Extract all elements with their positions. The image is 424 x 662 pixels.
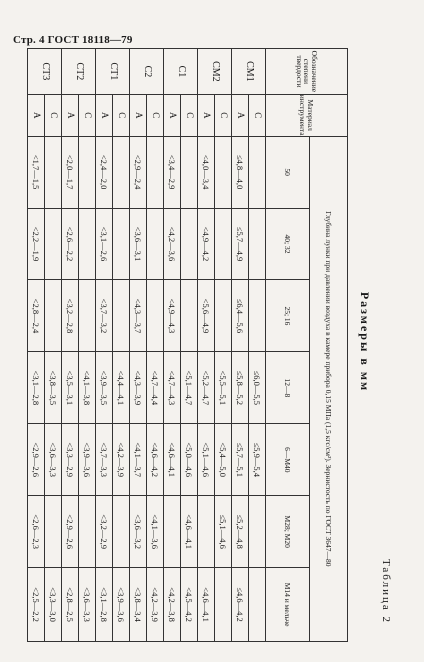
depth-value: <5,4—5,0 xyxy=(215,424,232,496)
depth-value: <5,1—4,6 xyxy=(198,424,215,496)
depth-value: ≤5,1—4,6 xyxy=(215,496,232,568)
depth-value: <2,8—2,4 xyxy=(28,280,45,352)
header-grit-3: 12—8 xyxy=(266,352,310,424)
header-designation: Обозначение степени твердости xyxy=(266,49,348,95)
depth-value: <4,7—4,3 xyxy=(164,352,181,424)
depth-value: <3,6—3,1 xyxy=(130,208,147,280)
depth-value: <4,6—4,2 xyxy=(147,424,164,496)
depth-value xyxy=(147,208,164,280)
depth-value: <4,2—3,9 xyxy=(147,568,164,642)
depth-value: ≤5,7—5,1 xyxy=(232,424,249,496)
table-row xyxy=(215,49,232,642)
depth-value: <2,9—2,6 xyxy=(28,424,45,496)
header-class: Материал инструмента xyxy=(266,94,348,136)
depth-value xyxy=(249,208,266,280)
depth-value xyxy=(215,568,232,642)
depth-value: <4,2—3,6 xyxy=(164,208,181,280)
depth-value xyxy=(249,496,266,568)
table-body xyxy=(28,49,266,642)
depth-value xyxy=(113,136,130,208)
rotated-table-area xyxy=(28,42,392,642)
depth-value xyxy=(79,496,96,568)
depth-value: ≤4,8—4,0 xyxy=(232,136,249,208)
depth-value xyxy=(45,208,62,280)
depth-value: ≤5,8—5,2 xyxy=(232,352,249,424)
depth-value: <4,1—3,8 xyxy=(79,352,96,424)
table-title: Размеры в мм xyxy=(358,291,372,393)
depth-value: ≤4,6—4,2 xyxy=(232,568,249,642)
material-class: А xyxy=(232,94,249,136)
material-class: А xyxy=(198,94,215,136)
material-class: С xyxy=(147,94,164,136)
material-class: А xyxy=(28,94,45,136)
depth-value xyxy=(79,136,96,208)
depth-value: ≤5,9—5,4 xyxy=(249,424,266,496)
depth-value: <4,2—3,8 xyxy=(164,568,181,642)
header-grit-6: М14 и мельче xyxy=(266,568,310,642)
depth-value xyxy=(45,136,62,208)
depth-value: <3,7—3,3 xyxy=(96,424,113,496)
table-row xyxy=(181,49,198,642)
header-grit-2: 25; 16 xyxy=(266,280,310,352)
table-row xyxy=(232,49,249,642)
depth-value: <5,2—4,7 xyxy=(198,352,215,424)
depth-value xyxy=(181,208,198,280)
depth-value: <3,1—2,6 xyxy=(96,208,113,280)
hardness-mark: СТ3 xyxy=(28,49,62,95)
depth-value: <4,1—3,7 xyxy=(130,424,147,496)
depth-value: <4,6—4,1 xyxy=(198,568,215,642)
depth-value xyxy=(181,136,198,208)
depth-value: <4,1—3,6 xyxy=(147,496,164,568)
depth-value xyxy=(249,280,266,352)
material-class: С xyxy=(79,94,96,136)
depth-value: ≤6,0—5,5 xyxy=(249,352,266,424)
depth-value: <2,4—2,0 xyxy=(96,136,113,208)
depth-value: <4,9—4,3 xyxy=(164,280,181,352)
depth-value: <2,6—2,2 xyxy=(62,208,79,280)
hardness-mark: С2 xyxy=(130,49,164,95)
depth-value xyxy=(147,280,164,352)
depth-value: <4,3—3,9 xyxy=(130,352,147,424)
depth-value: ≤5,2—4,8 xyxy=(232,496,249,568)
depth-value xyxy=(215,136,232,208)
depth-value: <3,2—2,8 xyxy=(62,280,79,352)
depth-value: <5,5—5,1 xyxy=(215,352,232,424)
header-grit-5: М28; М20 xyxy=(266,496,310,568)
depth-value: <4,4—4,1 xyxy=(113,352,130,424)
table-row xyxy=(28,49,45,642)
depth-value xyxy=(113,496,130,568)
depth-value: <5,0—4,6 xyxy=(181,424,198,496)
header-grit-1: 40; 32 xyxy=(266,208,310,280)
hardness-mark: СТ2 xyxy=(62,49,96,95)
depth-value: <4,3—3,7 xyxy=(130,280,147,352)
depth-value: <1,7—1,5 xyxy=(28,136,45,208)
material-class: А xyxy=(164,94,181,136)
depth-value xyxy=(113,280,130,352)
depth-value: <3,3—3,0 xyxy=(45,568,62,642)
depth-value xyxy=(113,208,130,280)
depth-value: ≤6,4—5,6 xyxy=(232,280,249,352)
depth-value xyxy=(45,280,62,352)
depth-value: <4,6—4,1 xyxy=(181,496,198,568)
header-depth-group: Глубина лунки при давлении воздуха в камере прибора 0,15 МПа (1,5 кгс/см²). Зернистость по ГОСТ 3647—80 xyxy=(310,136,348,641)
depth-value xyxy=(79,280,96,352)
depth-value: ≤5,7—4,9 xyxy=(232,208,249,280)
depth-value: <3,1—2,8 xyxy=(28,352,45,424)
table-row xyxy=(62,49,79,642)
depth-value xyxy=(79,208,96,280)
material-class: С xyxy=(215,94,232,136)
hardness-table xyxy=(27,48,348,642)
material-class: С xyxy=(181,94,198,136)
depth-value: <2,6—2,3 xyxy=(28,496,45,568)
table-row xyxy=(130,49,147,642)
depth-value: <2,2—1,9 xyxy=(28,208,45,280)
header-grit-4: 6—М40 xyxy=(266,424,310,496)
material-class: С xyxy=(113,94,130,136)
depth-value: <4,0—3,4 xyxy=(198,136,215,208)
material-class: А xyxy=(130,94,147,136)
depth-value: <3,6—3,2 xyxy=(130,496,147,568)
depth-value xyxy=(181,280,198,352)
depth-value: <4,7—4,4 xyxy=(147,352,164,424)
depth-value xyxy=(198,496,215,568)
depth-value: <4,2—3,9 xyxy=(113,424,130,496)
table-label: Таблица 2 xyxy=(380,558,392,624)
depth-value: <3,8—3,5 xyxy=(45,352,62,424)
table-row xyxy=(96,49,113,642)
depth-value: <3,9—3,5 xyxy=(96,352,113,424)
hardness-mark: С1 xyxy=(164,49,198,95)
depth-value: <3,1—2,8 xyxy=(96,568,113,642)
depth-value xyxy=(147,136,164,208)
depth-value: <2,9—2,4 xyxy=(130,136,147,208)
material-class: А xyxy=(96,94,113,136)
depth-value: <3,3—2,9 xyxy=(62,424,79,496)
depth-value: <3,6—3,3 xyxy=(79,568,96,642)
depth-value: <2,8—2,5 xyxy=(62,568,79,642)
depth-value: <3,9—3,6 xyxy=(79,424,96,496)
table-row xyxy=(198,49,215,642)
table-row xyxy=(79,49,96,642)
depth-value: <3,9—3,6 xyxy=(113,568,130,642)
depth-value xyxy=(215,208,232,280)
depth-value: <5,1—4,7 xyxy=(181,352,198,424)
depth-value: <3,7—3,2 xyxy=(96,280,113,352)
depth-value: <3,6—3,3 xyxy=(45,424,62,496)
depth-value xyxy=(215,280,232,352)
table-row xyxy=(113,49,130,642)
table-row xyxy=(45,49,62,642)
page-header: Стр. 4 ГОСТ 18118—79 xyxy=(13,34,133,46)
depth-value xyxy=(164,496,181,568)
depth-value: <4,6—4,1 xyxy=(164,424,181,496)
depth-value: <4,5—4,2 xyxy=(181,568,198,642)
material-class: С xyxy=(249,94,266,136)
depth-value: <2,9—2,6 xyxy=(62,496,79,568)
hardness-mark: СТ1 xyxy=(96,49,130,95)
depth-value xyxy=(249,136,266,208)
depth-value: <4,9—4,2 xyxy=(198,208,215,280)
depth-value xyxy=(45,496,62,568)
depth-value: <2,5—2,2 xyxy=(28,568,45,642)
material-class: С xyxy=(45,94,62,136)
depth-value: <3,5—3,1 xyxy=(62,352,79,424)
depth-value xyxy=(249,568,266,642)
table-row xyxy=(147,49,164,642)
depth-value: <5,6—4,9 xyxy=(198,280,215,352)
table-row xyxy=(164,49,181,642)
header-grit-0: 50 xyxy=(266,136,310,208)
material-class: А xyxy=(62,94,79,136)
table-row xyxy=(249,49,266,642)
hardness-mark: СМ1 xyxy=(232,49,266,95)
depth-value: <3,2—2,9 xyxy=(96,496,113,568)
depth-value: <3,4—2,9 xyxy=(164,136,181,208)
depth-value: <3,8—3,4 xyxy=(130,568,147,642)
hardness-mark: СМ2 xyxy=(198,49,232,95)
depth-value: <2,0—1,7 xyxy=(62,136,79,208)
